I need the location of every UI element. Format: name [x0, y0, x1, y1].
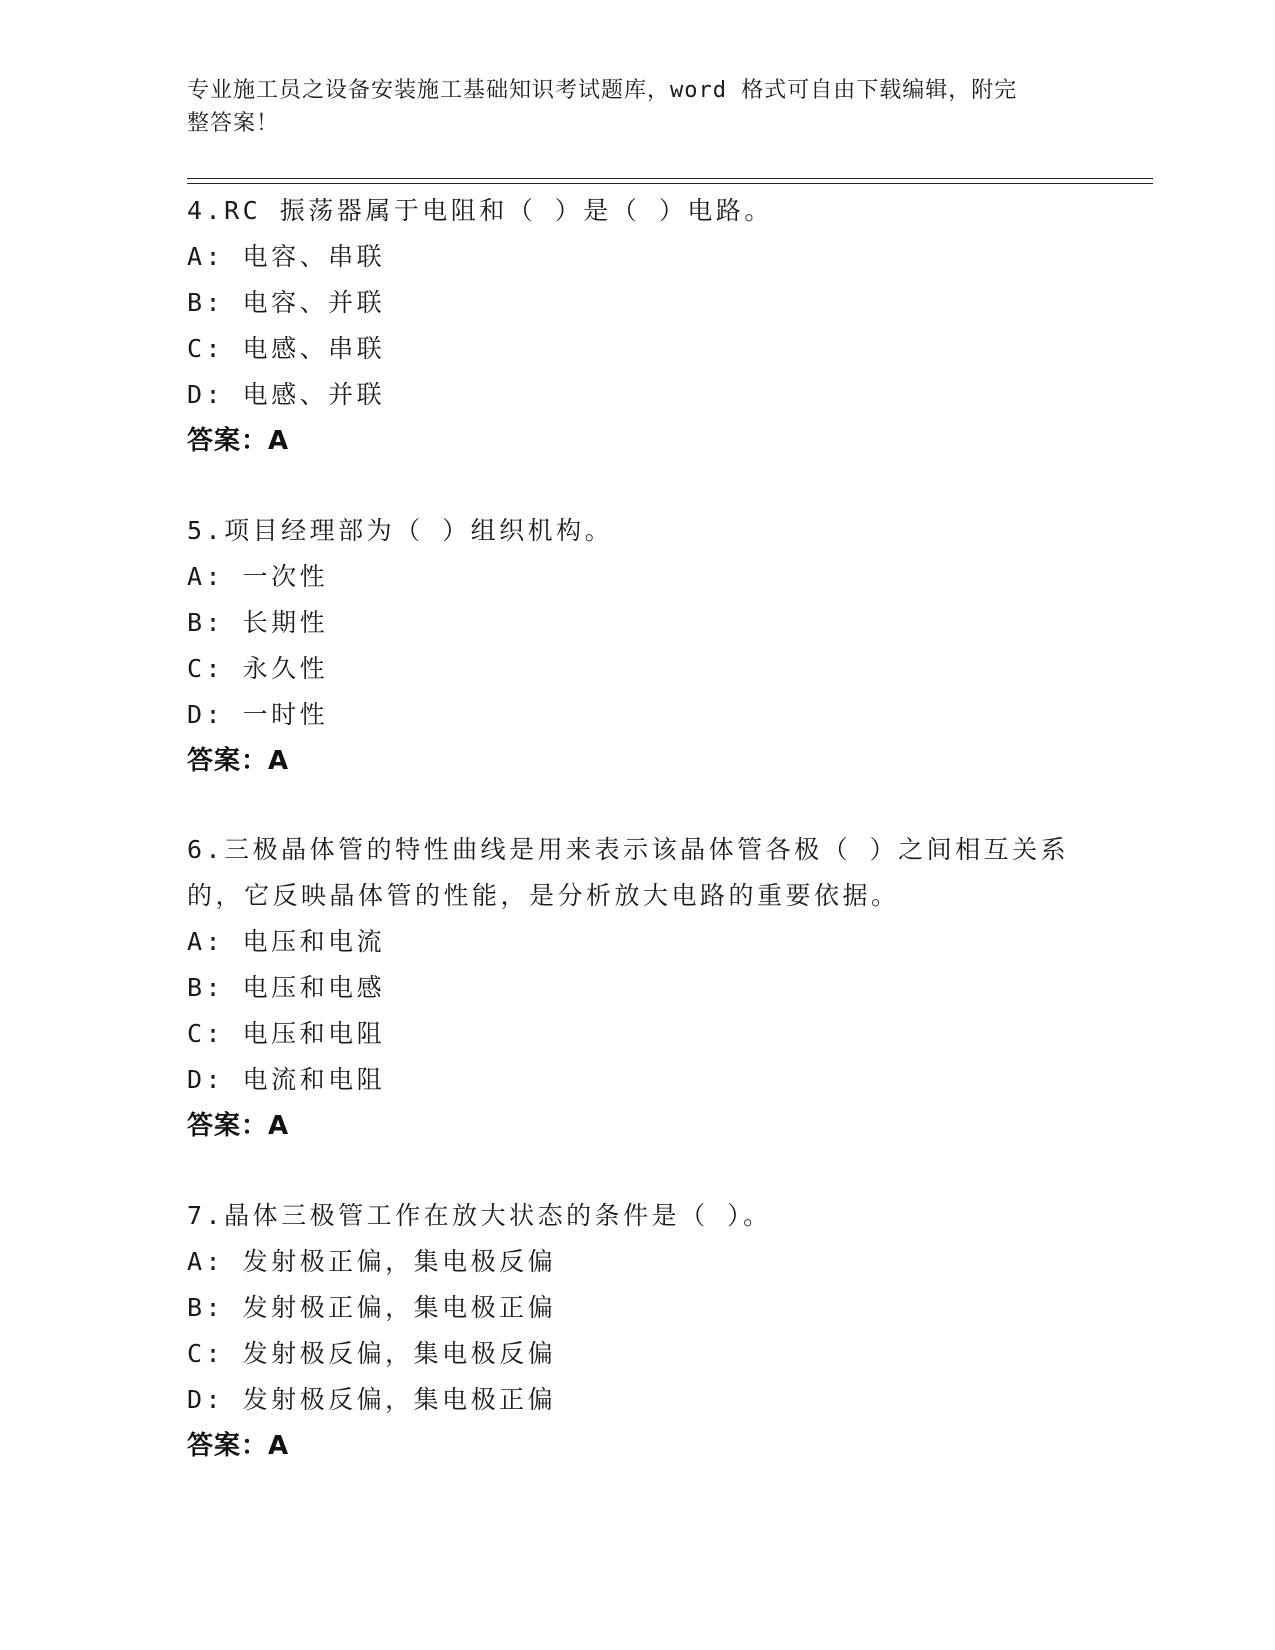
document-header	[187, 74, 1067, 140]
option-d: D: 一时性	[187, 700, 329, 729]
option-a: A: 一次性	[187, 562, 329, 591]
option-c: C: 电压和电阻	[187, 1019, 386, 1048]
option-c: C: 发射极反偏，集电极反偏	[187, 1339, 557, 1368]
header-line-2: 整答案！	[187, 111, 280, 136]
question-stem: 5.项目经理部为（ ）组织机构。	[187, 516, 614, 545]
header-line-1: 专业施工员之设备安装施工基础知识考试题库，word 格式可自由下载编辑，附完	[187, 78, 1018, 103]
option-b: B: 长期性	[187, 608, 329, 637]
option-b: B: 电压和电感	[187, 973, 386, 1002]
option-c: C: 电感、串联	[187, 334, 386, 363]
option-d: D: 发射极反偏，集电极正偏	[187, 1385, 557, 1414]
question-6	[187, 827, 1087, 1149]
question-stem-line-1: 6.三极晶体管的特性曲线是用来表示该晶体管各极（ ）之间相互关系	[187, 835, 1070, 864]
answer: 答案：A	[187, 1111, 290, 1141]
option-d: D: 电感、并联	[187, 380, 386, 409]
option-a: A: 电压和电流	[187, 927, 386, 956]
question-stem-line-2: 的，它反映晶体管的性能，是分析放大电路的重要依据。	[187, 881, 900, 910]
option-a: A: 电容、串联	[187, 242, 386, 271]
question-stem: 4.RC 振荡器属于电阻和（ ）是（ ）电路。	[187, 196, 773, 225]
option-c: C: 永久性	[187, 654, 329, 683]
answer: 答案：A	[187, 1431, 290, 1461]
answer: 答案：A	[187, 426, 290, 456]
option-b: B: 电容、并联	[187, 288, 386, 317]
header-divider-bottom	[187, 183, 1153, 184]
question-5	[187, 508, 1087, 784]
question-stem: 7.晶体三极管工作在放大状态的条件是（ ）。	[187, 1201, 772, 1230]
answer: 答案：A	[187, 746, 290, 776]
question-4	[187, 188, 1087, 464]
option-a: A: 发射极正偏，集电极反偏	[187, 1247, 557, 1276]
option-d: D: 电流和电阻	[187, 1065, 386, 1094]
option-b: B: 发射极正偏，集电极正偏	[187, 1293, 557, 1322]
header-divider-top	[187, 178, 1153, 179]
question-7	[187, 1193, 1087, 1469]
